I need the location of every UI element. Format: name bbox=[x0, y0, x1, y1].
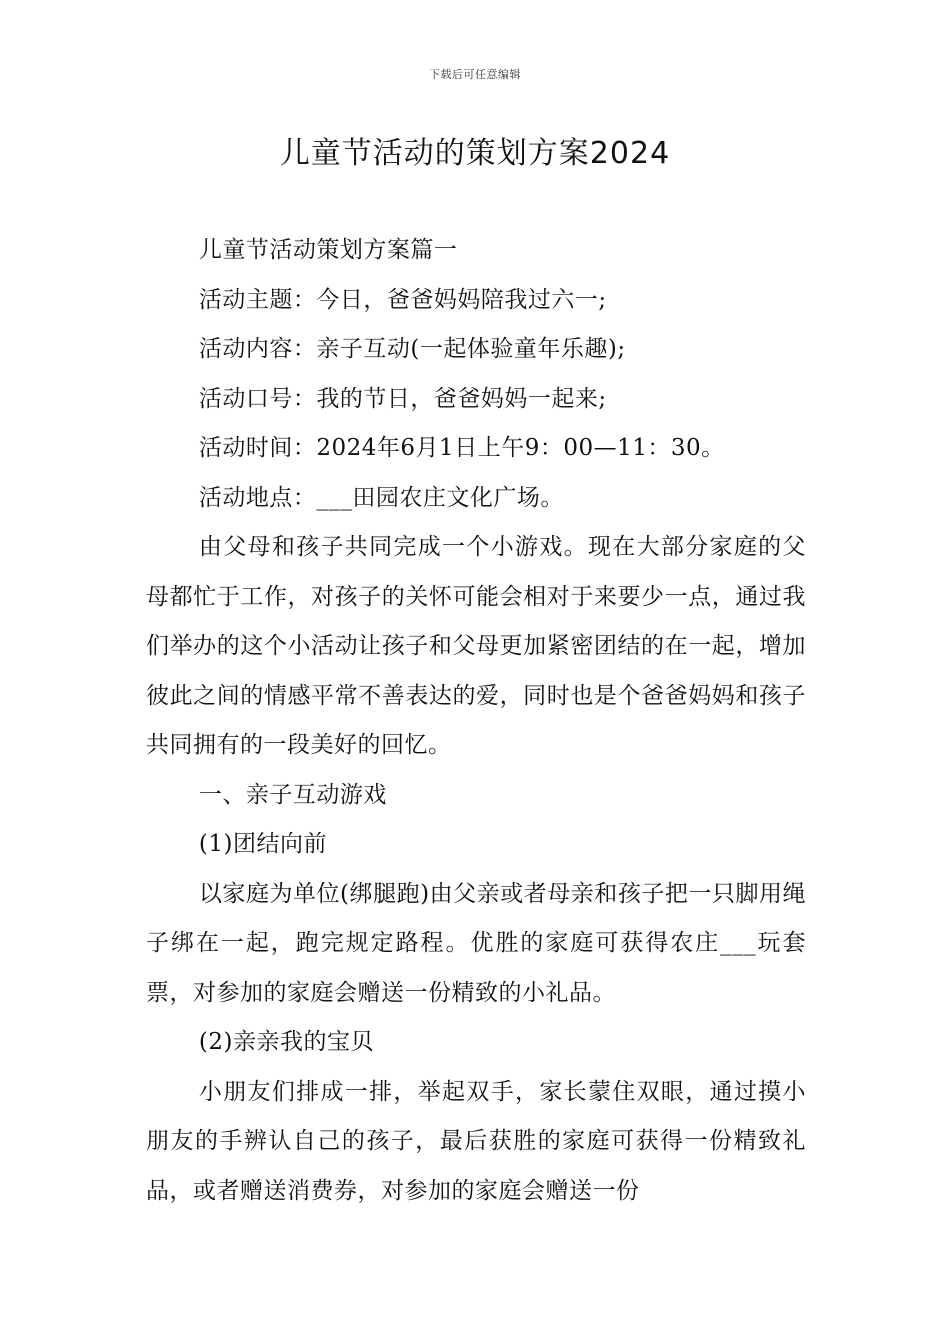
game-1-description: 以家庭为单位(绑腿跑)由父亲或者母亲和孩子把一只脚用绳子绑在一起，跑完规定路程。优胜的家庭可获得农庄___玩套票，对参加的家庭会赠送一份精致的小礼品。 bbox=[146, 880, 806, 1006]
activity-time: 活动时间：2024年6月1日上午9：00—11：30。 bbox=[198, 435, 725, 461]
activity-slogan: 活动口号：我的节日，爸爸妈妈一起来; bbox=[198, 385, 607, 412]
header-note: 下载后可任意编辑 bbox=[429, 68, 521, 81]
subsection-heading: 一、亲子互动游戏 bbox=[198, 781, 387, 808]
activity-location: 活动地点：___田园农庄文化广场。 bbox=[198, 484, 564, 511]
activity-content: 活动内容：亲子互动(一起体验童年乐趣); bbox=[198, 336, 626, 362]
game-2-title: (2)亲亲我的宝贝 bbox=[198, 1029, 374, 1055]
document-title: 儿童节活动的策划方案2024 bbox=[279, 136, 671, 171]
document-body bbox=[146, 226, 806, 1216]
game-1-title: (1)团结向前 bbox=[198, 831, 327, 857]
activity-theme: 活动主题：今日，爸爸妈妈陪我过六一; bbox=[198, 286, 607, 313]
intro-paragraph: 由父母和孩子共同完成一个小游戏。现在大部分家庭的父母都忙于工作，对孩子的关怀可能会相对于来要少一点，通过我们举办的这个小活动让孩子和父母更加紧密团结的在一起，增加彼此之间的情感平常不善表达的爱，同时也是个爸爸妈妈和孩子共同拥有的一段美好的回忆。 bbox=[146, 534, 806, 758]
section-heading: 儿童节活动策划方案篇一 bbox=[198, 237, 458, 263]
game-2-description: 小朋友们排成一排，举起双手，家长蒙住双眼，通过摸小朋友的手辨认自己的孩子，最后获胜的家庭可获得一份精致礼品，或者赠送消费券，对参加的家庭会赠送一份 bbox=[146, 1078, 806, 1204]
